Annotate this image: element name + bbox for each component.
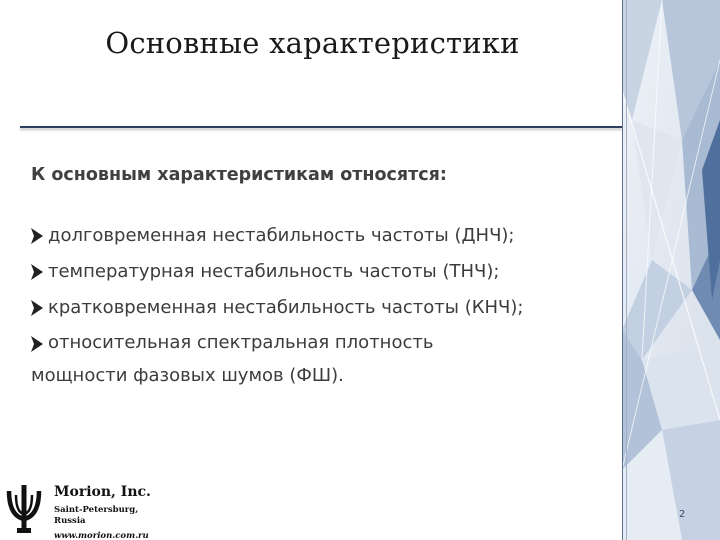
- list-item: [31, 218, 616, 254]
- arrow-bullet-icon: [28, 326, 46, 362]
- list-item-text-continued: мощности фазовых шумов (ФШ).: [31, 365, 344, 386]
- company-website-link[interactable]: www.morion.com.ru: [54, 531, 149, 540]
- list-item-text: относительная спектральная плотность: [48, 332, 434, 353]
- list-item-text: кратковременная нестабильность частоты (КНЧ);: [48, 297, 524, 318]
- morion-logo-icon: [6, 483, 42, 535]
- company-info: [54, 484, 151, 540]
- decorative-side-panel: [622, 0, 720, 540]
- arrow-bullet-icon: [28, 218, 46, 254]
- page-number: 2: [679, 509, 686, 520]
- slide-title: Основные характеристики: [105, 26, 520, 60]
- company-country: Russia: [54, 516, 86, 526]
- content-body: [31, 165, 616, 392]
- list-item: [31, 326, 616, 392]
- arrow-bullet-icon: [28, 254, 46, 290]
- company-name: Morion, Inc.: [54, 484, 151, 500]
- list-item: [31, 254, 616, 290]
- characteristics-list: [31, 218, 616, 392]
- panel-border-inner: [626, 0, 627, 540]
- company-city: Saint-Petersburg,: [54, 505, 139, 515]
- lead-text: К основным характеристикам относятся:: [31, 165, 447, 185]
- title-divider: [20, 126, 622, 128]
- list-item-text: долговременная нестабильность частоты (ДНЧ);: [48, 225, 515, 246]
- panel-border: [622, 0, 623, 540]
- arrow-bullet-icon: [28, 290, 46, 326]
- list-item-text: температурная нестабильность частоты (ТНЧ);: [48, 261, 500, 282]
- company-address: [54, 505, 151, 527]
- list-item: [31, 290, 616, 326]
